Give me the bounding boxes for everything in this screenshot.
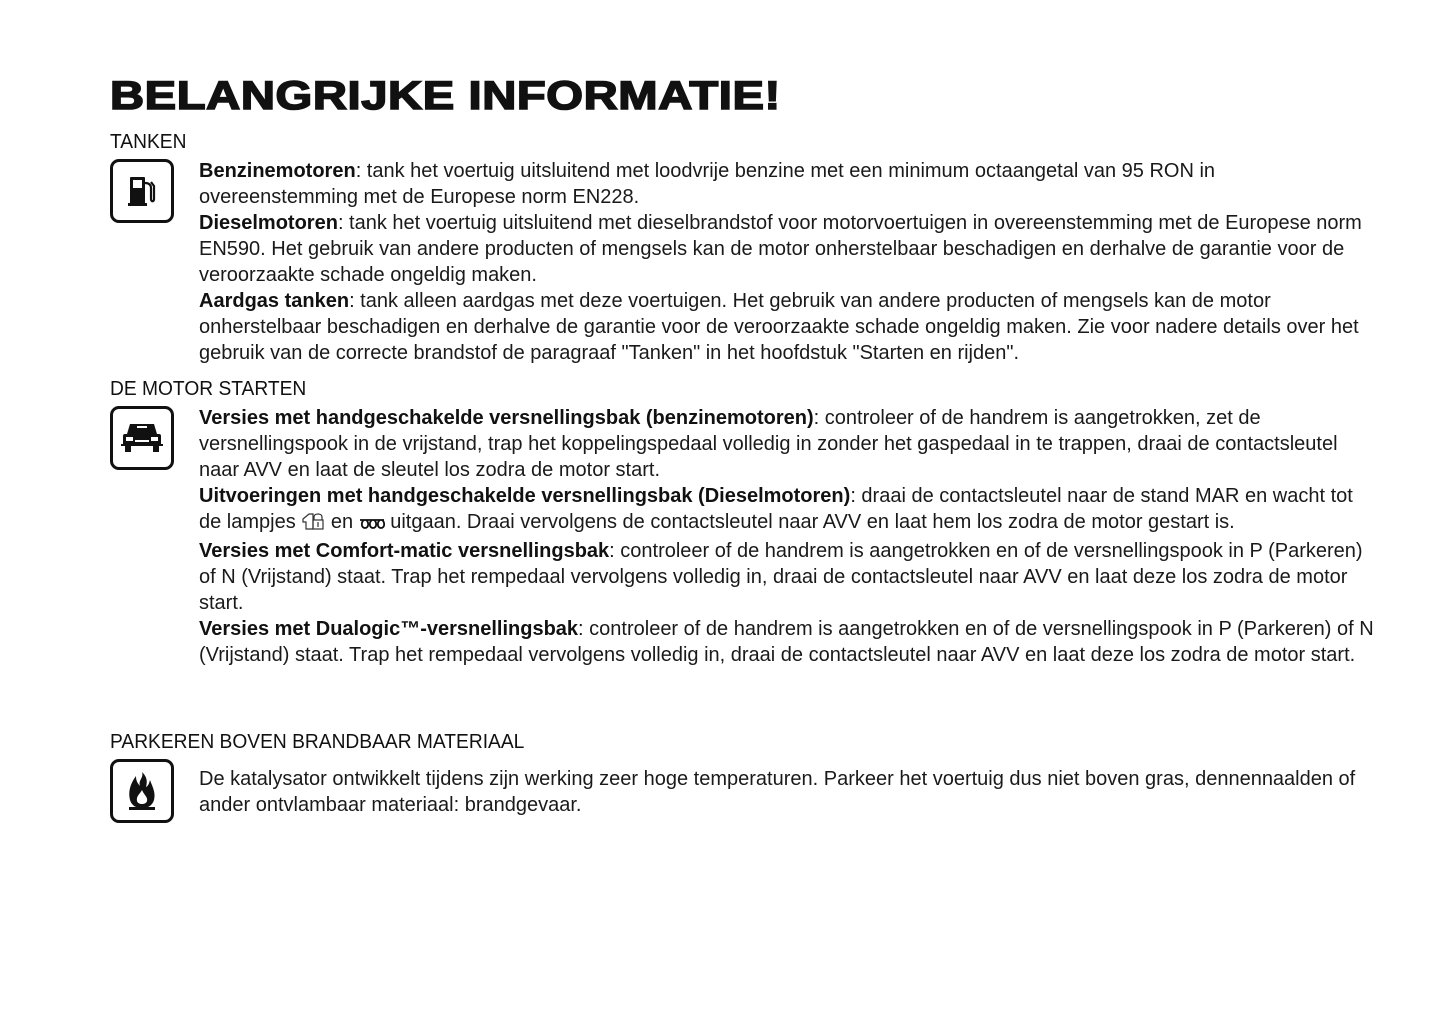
- text-aardgas: : tank alleen aardgas met deze voertuigen. Het gebruik van andere producten of mengsels kan de motor onherstelbaar beschadigen en derhalve de garantie voor de veroorzaakte schade ongeldig maken. Zie voor nadere details over het gebruik van de correcte brandstof de paragraaf "Tanken" in het hoofdstuk "Starten en rijden".: [199, 290, 1359, 364]
- paragraph-handgeschakeld-diesel: [199, 483, 1379, 538]
- text-dieselmotoren: : tank het voertuig uitsluitend met dieselbrandstof voor motorvoertuigen in overeenstemming met de Europese norm EN590. Het gebruik van andere producten of mengsels kan de motor onherstelbaar beschadigen en derhalve de garantie voor de veroorzaakte schade ongeldig maken.: [199, 212, 1362, 286]
- parkeren-body: [199, 766, 1379, 818]
- text-handgeschakeld-benzine: : controleer of de handrem is aangetrokken, zet de versnellingspook in de vrijstand, trap het koppelingspedaal volledig in zonder het gaspedaal in te trappen, draai de contactsleutel naar AVV en laat de sleutel los zodra de motor start.: [199, 407, 1338, 481]
- text-handgeschakeld-diesel-1: : draai de contactsleutel naar de stand MAR en wacht tot de lampjes: [199, 485, 1353, 533]
- label-handgeschakeld-diesel: Uitvoeringen met handgeschakelde versnellingsbak (Dieselmotoren): [199, 485, 851, 507]
- fuel-pump-icon: [110, 159, 174, 223]
- text-benzinemotoren: : tank het voertuig uitsluitend met loodvrije benzine met een minimum octaangetal van 95 RON in overeenstemming met de Europese norm EN228.: [199, 160, 1216, 208]
- immobilizer-warning-icon: [301, 511, 325, 538]
- flame-icon: [110, 759, 174, 823]
- paragraph-comfort-matic: [199, 538, 1379, 616]
- paragraph-dualogic: [199, 616, 1379, 668]
- paragraph-katalysator: De katalysator ontwikkelt tijdens zijn werking zeer hoge temperaturen. Parkeer het voertuig dus niet boven gras, dennennaalden of ander ontvlambaar materiaal: brandgevaar.: [199, 768, 1356, 816]
- tanken-body: [199, 158, 1379, 366]
- text-dualogic: : controleer of de handrem is aangetrokken en of de versnellingspook in P (Parkeren) of N (Vrijstand) staat. Trap het rempedaal vervolgens volledig in, draai de contactsleutel naar AVV en laat deze los zodra de motor start.: [199, 618, 1374, 666]
- text-handgeschakeld-diesel-2: en: [325, 511, 359, 533]
- section-heading-motor-starten: DE MOTOR STARTEN: [110, 378, 307, 400]
- paragraph-diesel: [199, 210, 1379, 288]
- section-heading-parkeren: PARKEREN BOVEN BRANDBAAR MATERIAAL: [110, 731, 525, 753]
- paragraph-handgeschakeld-benzine: [199, 405, 1379, 483]
- section-heading-tanken: TANKEN: [110, 131, 187, 153]
- paragraph-aardgas: [199, 288, 1379, 366]
- motor-starten-body: [199, 405, 1379, 668]
- page-title: BELANGRIJKE INFORMATIE!: [110, 74, 781, 118]
- label-handgeschakeld-benzine: Versies met handgeschakelde versnellingsbak (benzinemotoren): [199, 407, 814, 429]
- label-benzinemotoren: Benzinemotoren: [199, 160, 356, 182]
- label-aardgas: Aardgas tanken: [199, 290, 350, 312]
- text-comfort-matic: : controleer of de handrem is aangetrokken en of de versnellingspook in P (Parkeren) of N (Vrijstand) staat. Trap het rempedaal vervolgens volledig in, draai de contactsleutel naar AVV en laat deze los zodra de motor start.: [199, 540, 1363, 614]
- text-handgeschakeld-diesel-3: uitgaan. Draai vervolgens de contactsleutel naar AVV en laat hem los zodra de motor gestart is.: [384, 511, 1235, 533]
- label-dieselmotoren: Dieselmotoren: [199, 212, 338, 234]
- car-front-icon: [110, 406, 174, 470]
- glow-plug-icon: [359, 512, 385, 538]
- paragraph-benzine: [199, 158, 1379, 210]
- label-comfort-matic: Versies met Comfort-matic versnellingsbak: [199, 540, 610, 562]
- label-dualogic: Versies met Dualogic™-versnellingsbak: [199, 618, 579, 640]
